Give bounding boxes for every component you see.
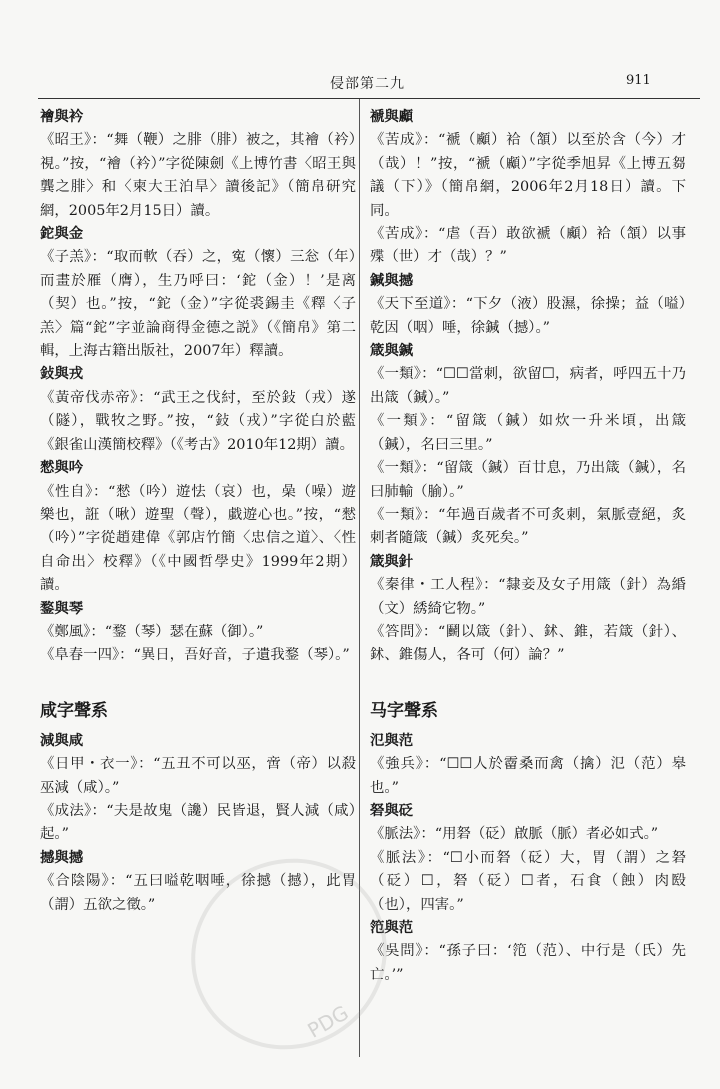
header-rule [38, 98, 700, 99]
entry-text: 《吳問》：“孫子曰：‘笵（范）、中行是（氏）先亡。’” [370, 943, 686, 983]
entry-text: 《強兵》：“☐☐人於霤桑而禽（擒）氾（范）皋也。” [370, 756, 686, 796]
section-title: 咸字聲系 [40, 700, 108, 721]
entry-text: 《一類》：“年過百歲者不可炙刺，氣脈壹絕，炙刺者隨箴（鍼）炙死矣。” [370, 506, 686, 547]
page-number: 911 [626, 73, 651, 88]
entry-text: 《脈法》：“用砮（砭）啟脈（脈）者必如式。” [370, 826, 659, 843]
entry-text: 《一類》：“留箴（鍼）百廿息，乃出箴（鍼），名曰肺輸（腧）。” [370, 460, 686, 500]
watermark-seal-icon: PDG [156, 823, 421, 1085]
entry-text: 《秦律・工人程》：“隸妾及女子用箴（針）為緍（文）綉綺它物。” [370, 577, 686, 617]
entry-text: 《苦成》：“褫（顣）袷（頷）以至於含（今）才（哉）！”按，“褫（顣）”字從季旭昇《上博五芻議（下）》（簡帛網，2006年2月18日）讀。下同。 [370, 132, 686, 219]
entry-text: 《成法》：“夫是故鬼（讒）民皆退，賢人減（咸）起。” [40, 802, 356, 843]
entry-heading: 減與咸 [40, 732, 84, 749]
entry-text: 《一類》：“☐☐當刺，欲留☐，病者，呼四五十乃出箴（鍼）。” [370, 366, 686, 406]
entry-text: 《天下至道》：“下夕（液）股濕，徐操；益（嗌）乾因（咽）唾，徐鍼（撼）。” [370, 296, 686, 336]
left-column [40, 106, 356, 917]
entry-heading: 箴與針 [370, 553, 414, 570]
entry-heading: 箴與鍼 [370, 343, 414, 360]
entry-heading: 鉈與金 [40, 226, 84, 243]
entry-text: 《脈法》：“☐小而砮（砭）大，胃（謂）之砮（砭）☐，砮（砭）☐者，石食（蝕）肉殹（也），四害。” [370, 849, 686, 913]
entry-text: 《答問》：“鬬以箴（針）、鉥、錐，若箴（針）、鉥、錐傷人，各可（何）論？” [370, 623, 686, 664]
entry-heading: 鍼與撼 [370, 272, 414, 289]
entry-text: 《黃帝伐赤帝》：“武王之伐紂，至於鈙（戎）遂（隧），戰牧之野。”按，“鈙（戎）”字從白於藍《銀雀山漢簡校釋》（《考古》2010年12期）讀。 [40, 389, 356, 453]
entry-text: 《合陰陽》：“五曰嗌乾咽唾，徐撼（撼），此胃（謂）五欲之徵。” [40, 873, 356, 913]
section-title: 马字聲系 [370, 700, 438, 721]
entry-text: 《子羔》：“取而軟（吞）之，寃（懷）三忩（年）而畫於雁（膺），生乃呼曰：‘鉈（金）！’是离（契）也。”按，“鉈（金）”字從裘錫圭《釋〈子羔〉篇“鉈”字並論商得金德之説》（《簡帛》第二輯，上海古籍出版社，2007年）釋讀。 [40, 249, 356, 360]
entry-text: 《一類》：“留箴（鍼）如炊一升米頃，出箴（鍼），名曰三里。” [370, 413, 686, 453]
entry-heading: 鈙與戎 [40, 366, 84, 383]
entry-heading: 鍪與琴 [40, 600, 84, 617]
entry-heading: 撼與撼 [40, 849, 84, 866]
entry-text: 《昭王》：“舞（鞭）之腓（腓）被之，其襘（衿）視。”按，“襘（衿）”字從陳劍《上博竹書〈昭王與龔之腓〉和〈柬大王泊旱〉讀後記》（簡帛研究網，2005年2月15日）讀。 [40, 132, 356, 219]
entry-text: 《鄭風》：“鍪（琴）瑟在蘇（御）。” [40, 623, 264, 640]
entry-text: 《阜春一四》：“異日，吾好音，子遺我鍪（琴）。” [40, 647, 350, 664]
entry-heading: 襘與衿 [40, 109, 84, 125]
running-header: 侵部第二九 [330, 76, 405, 92]
entry-text: 《日甲・衣一》：“五丑不可以巫，啻（帝）以殺巫減（咸）。” [40, 756, 356, 796]
entry-text: 《苦成》：“虐（吾）敢欲褫（顣）袷（頷）以事殜（世）才（哉）？” [370, 226, 686, 266]
entry-heading: 笵與范 [370, 920, 414, 936]
entry-heading: 憖與吟 [40, 460, 84, 477]
entry-heading: 氾與范 [370, 732, 414, 749]
right-column [370, 106, 686, 987]
entry-heading: 砮與砭 [370, 802, 414, 819]
entry-text: 《性自》：“憖（吟）遊怯（哀）也，喿（噪）遊樂也，誑（啾）遊聖（聲），戱遊心也。”按，“憖（吟）”字從趙建偉《郭店竹簡〈忠信之道〉、〈性自命出〉校釋》（《中國哲學史》1999年2期）讀。 [40, 483, 356, 594]
entry-heading: 褫與顣 [370, 109, 414, 125]
